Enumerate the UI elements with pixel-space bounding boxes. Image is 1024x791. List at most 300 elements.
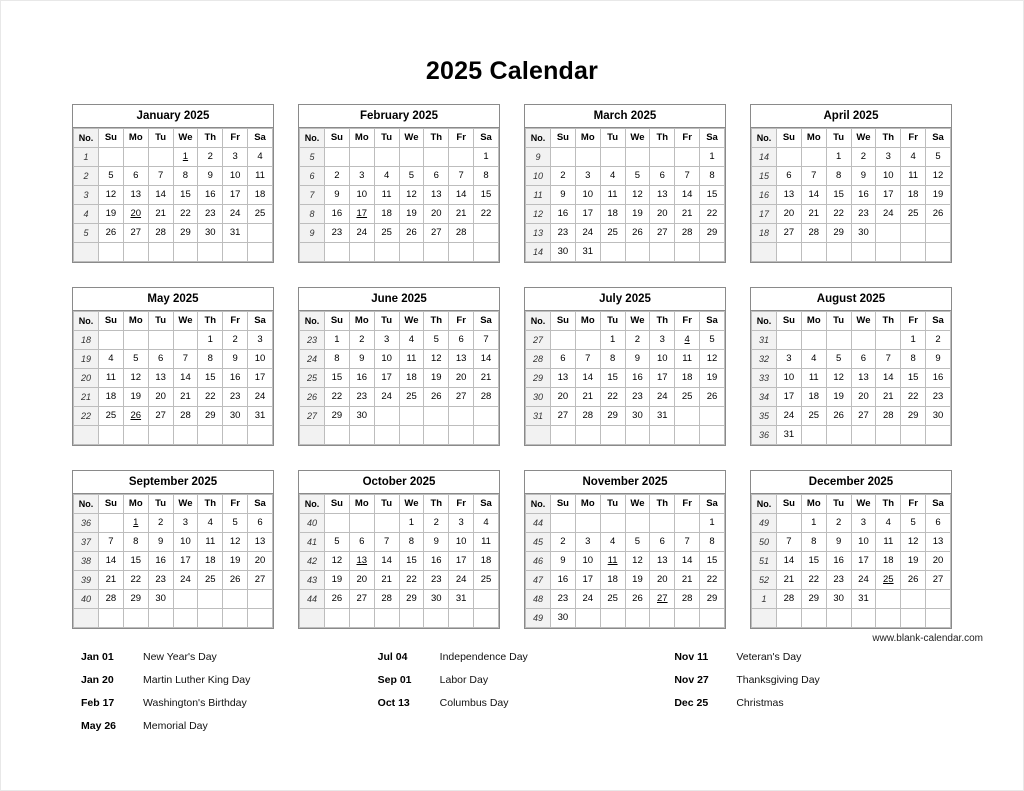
day-cell[interactable]: [325, 243, 350, 262]
day-cell[interactable]: 22: [474, 205, 499, 224]
day-cell[interactable]: 12: [99, 186, 124, 205]
day-cell[interactable]: [449, 407, 474, 426]
day-cell[interactable]: 6: [248, 514, 273, 533]
day-cell[interactable]: 4: [248, 148, 273, 167]
day-cell[interactable]: [625, 426, 650, 445]
day-cell[interactable]: 20: [148, 388, 173, 407]
day-cell[interactable]: 14: [876, 369, 901, 388]
day-cell[interactable]: 22: [399, 571, 424, 590]
day-cell[interactable]: 22: [325, 388, 350, 407]
day-cell[interactable]: 6: [349, 533, 374, 552]
day-cell[interactable]: [148, 331, 173, 350]
day-cell[interactable]: 23: [851, 205, 876, 224]
day-cell[interactable]: 19: [625, 571, 650, 590]
day-cell[interactable]: 28: [777, 590, 802, 609]
day-cell[interactable]: 8: [801, 533, 826, 552]
day-cell[interactable]: [99, 148, 124, 167]
day-cell[interactable]: 12: [901, 533, 926, 552]
day-cell[interactable]: 4: [99, 350, 124, 369]
day-cell[interactable]: 11: [99, 369, 124, 388]
day-cell[interactable]: [901, 426, 926, 445]
day-cell[interactable]: 16: [551, 571, 576, 590]
day-cell[interactable]: 28: [148, 224, 173, 243]
day-cell[interactable]: [374, 148, 399, 167]
day-cell[interactable]: 6: [851, 350, 876, 369]
day-cell[interactable]: 8: [325, 350, 350, 369]
day-cell[interactable]: 8: [474, 167, 499, 186]
day-cell[interactable]: 16: [325, 205, 350, 224]
day-cell[interactable]: 10: [173, 533, 198, 552]
day-cell[interactable]: 23: [198, 205, 223, 224]
day-cell[interactable]: 26: [99, 224, 124, 243]
day-cell[interactable]: 13: [926, 533, 951, 552]
day-cell[interactable]: 28: [675, 590, 700, 609]
day-cell[interactable]: [600, 514, 625, 533]
day-cell[interactable]: 3: [575, 533, 600, 552]
day-cell[interactable]: [575, 426, 600, 445]
day-cell[interactable]: 3: [876, 148, 901, 167]
day-cell[interactable]: 16: [926, 369, 951, 388]
day-cell[interactable]: 25: [248, 205, 273, 224]
day-cell[interactable]: 13: [449, 350, 474, 369]
day-cell[interactable]: [575, 609, 600, 628]
day-cell[interactable]: 24: [650, 388, 675, 407]
day-cell[interactable]: 11: [374, 186, 399, 205]
day-cell[interactable]: 18: [198, 552, 223, 571]
day-cell[interactable]: 29: [801, 590, 826, 609]
day-cell[interactable]: 29: [399, 590, 424, 609]
day-cell[interactable]: 21: [876, 388, 901, 407]
day-cell[interactable]: 2: [851, 148, 876, 167]
day-cell[interactable]: 30: [349, 407, 374, 426]
day-cell[interactable]: [123, 426, 148, 445]
day-cell[interactable]: [926, 243, 951, 262]
day-cell[interactable]: [575, 148, 600, 167]
day-cell[interactable]: 9: [424, 533, 449, 552]
day-cell[interactable]: 29: [600, 407, 625, 426]
day-cell[interactable]: 12: [325, 552, 350, 571]
day-cell[interactable]: [424, 407, 449, 426]
day-cell[interactable]: [248, 224, 273, 243]
day-cell[interactable]: 9: [551, 186, 576, 205]
day-cell[interactable]: 21: [99, 571, 124, 590]
day-cell[interactable]: 12: [223, 533, 248, 552]
day-cell[interactable]: 15: [198, 369, 223, 388]
day-cell[interactable]: 14: [449, 186, 474, 205]
day-cell[interactable]: [600, 426, 625, 445]
day-cell[interactable]: 31: [575, 243, 600, 262]
day-cell[interactable]: 2: [349, 331, 374, 350]
day-cell[interactable]: [173, 590, 198, 609]
holiday-day-cell[interactable]: 11: [600, 552, 625, 571]
holiday-day-cell[interactable]: 4: [675, 331, 700, 350]
day-cell[interactable]: 5: [625, 533, 650, 552]
day-cell[interactable]: 3: [777, 350, 802, 369]
day-cell[interactable]: [223, 426, 248, 445]
day-cell[interactable]: 19: [99, 205, 124, 224]
day-cell[interactable]: [926, 426, 951, 445]
day-cell[interactable]: 7: [801, 167, 826, 186]
day-cell[interactable]: [826, 243, 851, 262]
day-cell[interactable]: [325, 609, 350, 628]
day-cell[interactable]: 26: [826, 407, 851, 426]
day-cell[interactable]: [901, 243, 926, 262]
day-cell[interactable]: 27: [851, 407, 876, 426]
holiday-day-cell[interactable]: 20: [123, 205, 148, 224]
day-cell[interactable]: 7: [99, 533, 124, 552]
day-cell[interactable]: [851, 426, 876, 445]
day-cell[interactable]: [551, 514, 576, 533]
day-cell[interactable]: 10: [851, 533, 876, 552]
day-cell[interactable]: [148, 243, 173, 262]
day-cell[interactable]: [349, 514, 374, 533]
day-cell[interactable]: 1: [901, 331, 926, 350]
day-cell[interactable]: 29: [700, 590, 725, 609]
day-cell[interactable]: 19: [424, 369, 449, 388]
day-cell[interactable]: [198, 243, 223, 262]
day-cell[interactable]: 24: [349, 224, 374, 243]
day-cell[interactable]: 22: [198, 388, 223, 407]
day-cell[interactable]: 3: [851, 514, 876, 533]
day-cell[interactable]: [198, 590, 223, 609]
day-cell[interactable]: 24: [449, 571, 474, 590]
day-cell[interactable]: [399, 148, 424, 167]
day-cell[interactable]: [99, 331, 124, 350]
day-cell[interactable]: [876, 331, 901, 350]
day-cell[interactable]: 22: [700, 571, 725, 590]
day-cell[interactable]: 7: [474, 331, 499, 350]
day-cell[interactable]: 6: [777, 167, 802, 186]
day-cell[interactable]: [675, 426, 700, 445]
day-cell[interactable]: 28: [449, 224, 474, 243]
day-cell[interactable]: 23: [148, 571, 173, 590]
day-cell[interactable]: 6: [148, 350, 173, 369]
day-cell[interactable]: 11: [675, 350, 700, 369]
day-cell[interactable]: 21: [675, 205, 700, 224]
day-cell[interactable]: 15: [173, 186, 198, 205]
day-cell[interactable]: [374, 407, 399, 426]
day-cell[interactable]: 9: [325, 186, 350, 205]
day-cell[interactable]: 20: [551, 388, 576, 407]
day-cell[interactable]: 11: [901, 167, 926, 186]
day-cell[interactable]: [777, 514, 802, 533]
day-cell[interactable]: 18: [474, 552, 499, 571]
day-cell[interactable]: 29: [826, 224, 851, 243]
day-cell[interactable]: [449, 426, 474, 445]
day-cell[interactable]: [173, 426, 198, 445]
holiday-day-cell[interactable]: 25: [876, 571, 901, 590]
day-cell[interactable]: 17: [173, 552, 198, 571]
day-cell[interactable]: 20: [777, 205, 802, 224]
day-cell[interactable]: 24: [777, 407, 802, 426]
holiday-day-cell[interactable]: 27: [650, 590, 675, 609]
day-cell[interactable]: 29: [325, 407, 350, 426]
day-cell[interactable]: 3: [374, 331, 399, 350]
day-cell[interactable]: [173, 243, 198, 262]
day-cell[interactable]: [349, 426, 374, 445]
day-cell[interactable]: [248, 426, 273, 445]
day-cell[interactable]: 18: [600, 205, 625, 224]
day-cell[interactable]: 31: [248, 407, 273, 426]
day-cell[interactable]: [851, 331, 876, 350]
day-cell[interactable]: 14: [474, 350, 499, 369]
day-cell[interactable]: 4: [801, 350, 826, 369]
day-cell[interactable]: 14: [575, 369, 600, 388]
day-cell[interactable]: 20: [926, 552, 951, 571]
day-cell[interactable]: 2: [625, 331, 650, 350]
day-cell[interactable]: 3: [349, 167, 374, 186]
day-cell[interactable]: [650, 243, 675, 262]
day-cell[interactable]: 1: [325, 331, 350, 350]
day-cell[interactable]: [650, 514, 675, 533]
day-cell[interactable]: 4: [600, 167, 625, 186]
day-cell[interactable]: 3: [248, 331, 273, 350]
day-cell[interactable]: [551, 426, 576, 445]
day-cell[interactable]: 29: [901, 407, 926, 426]
day-cell[interactable]: 15: [700, 552, 725, 571]
day-cell[interactable]: 16: [223, 369, 248, 388]
day-cell[interactable]: [777, 243, 802, 262]
day-cell[interactable]: [123, 331, 148, 350]
day-cell[interactable]: 27: [650, 224, 675, 243]
day-cell[interactable]: [223, 609, 248, 628]
day-cell[interactable]: [248, 609, 273, 628]
day-cell[interactable]: 20: [851, 388, 876, 407]
day-cell[interactable]: 13: [148, 369, 173, 388]
day-cell[interactable]: [374, 514, 399, 533]
day-cell[interactable]: 1: [474, 148, 499, 167]
day-cell[interactable]: 27: [248, 571, 273, 590]
holiday-day-cell[interactable]: 1: [173, 148, 198, 167]
day-cell[interactable]: 5: [901, 514, 926, 533]
day-cell[interactable]: [876, 224, 901, 243]
day-cell[interactable]: 4: [198, 514, 223, 533]
day-cell[interactable]: 12: [826, 369, 851, 388]
day-cell[interactable]: 7: [876, 350, 901, 369]
day-cell[interactable]: 11: [801, 369, 826, 388]
day-cell[interactable]: 9: [826, 533, 851, 552]
day-cell[interactable]: [325, 514, 350, 533]
day-cell[interactable]: [449, 243, 474, 262]
day-cell[interactable]: 3: [223, 148, 248, 167]
day-cell[interactable]: [826, 426, 851, 445]
day-cell[interactable]: 23: [349, 388, 374, 407]
day-cell[interactable]: 30: [926, 407, 951, 426]
day-cell[interactable]: 12: [123, 369, 148, 388]
day-cell[interactable]: 7: [675, 533, 700, 552]
day-cell[interactable]: 22: [173, 205, 198, 224]
day-cell[interactable]: 6: [424, 167, 449, 186]
day-cell[interactable]: 15: [600, 369, 625, 388]
day-cell[interactable]: 14: [801, 186, 826, 205]
day-cell[interactable]: 16: [826, 552, 851, 571]
day-cell[interactable]: [876, 426, 901, 445]
day-cell[interactable]: 4: [374, 167, 399, 186]
day-cell[interactable]: 26: [926, 205, 951, 224]
day-cell[interactable]: 23: [826, 571, 851, 590]
day-cell[interactable]: 28: [474, 388, 499, 407]
day-cell[interactable]: 23: [625, 388, 650, 407]
day-cell[interactable]: 26: [625, 590, 650, 609]
day-cell[interactable]: 30: [826, 590, 851, 609]
day-cell[interactable]: 23: [223, 388, 248, 407]
day-cell[interactable]: 5: [123, 350, 148, 369]
day-cell[interactable]: [123, 148, 148, 167]
day-cell[interactable]: 29: [700, 224, 725, 243]
day-cell[interactable]: 18: [876, 552, 901, 571]
holiday-day-cell[interactable]: 17: [349, 205, 374, 224]
day-cell[interactable]: 13: [424, 186, 449, 205]
day-cell[interactable]: 8: [123, 533, 148, 552]
day-cell[interactable]: [99, 426, 124, 445]
day-cell[interactable]: [826, 609, 851, 628]
day-cell[interactable]: 7: [777, 533, 802, 552]
day-cell[interactable]: 4: [600, 533, 625, 552]
day-cell[interactable]: [325, 426, 350, 445]
day-cell[interactable]: 20: [449, 369, 474, 388]
day-cell[interactable]: [349, 243, 374, 262]
day-cell[interactable]: [399, 407, 424, 426]
day-cell[interactable]: 8: [700, 167, 725, 186]
day-cell[interactable]: [600, 148, 625, 167]
day-cell[interactable]: 24: [575, 224, 600, 243]
day-cell[interactable]: 17: [374, 369, 399, 388]
day-cell[interactable]: 1: [700, 148, 725, 167]
day-cell[interactable]: 26: [700, 388, 725, 407]
day-cell[interactable]: 8: [901, 350, 926, 369]
day-cell[interactable]: 19: [123, 388, 148, 407]
day-cell[interactable]: 2: [551, 167, 576, 186]
day-cell[interactable]: 17: [777, 388, 802, 407]
day-cell[interactable]: [99, 514, 124, 533]
day-cell[interactable]: [248, 243, 273, 262]
day-cell[interactable]: [777, 148, 802, 167]
day-cell[interactable]: 1: [700, 514, 725, 533]
day-cell[interactable]: 5: [399, 167, 424, 186]
day-cell[interactable]: 25: [374, 224, 399, 243]
day-cell[interactable]: 10: [876, 167, 901, 186]
day-cell[interactable]: [625, 148, 650, 167]
day-cell[interactable]: 13: [650, 186, 675, 205]
day-cell[interactable]: 7: [675, 167, 700, 186]
day-cell[interactable]: 24: [173, 571, 198, 590]
day-cell[interactable]: 17: [575, 205, 600, 224]
day-cell[interactable]: [474, 224, 499, 243]
day-cell[interactable]: 30: [551, 609, 576, 628]
day-cell[interactable]: [650, 609, 675, 628]
day-cell[interactable]: 27: [424, 224, 449, 243]
day-cell[interactable]: 2: [424, 514, 449, 533]
holiday-day-cell[interactable]: 26: [123, 407, 148, 426]
day-cell[interactable]: 10: [374, 350, 399, 369]
day-cell[interactable]: [374, 243, 399, 262]
day-cell[interactable]: 25: [801, 407, 826, 426]
day-cell[interactable]: [777, 609, 802, 628]
day-cell[interactable]: [876, 609, 901, 628]
day-cell[interactable]: 31: [449, 590, 474, 609]
day-cell[interactable]: 31: [223, 224, 248, 243]
day-cell[interactable]: 4: [399, 331, 424, 350]
day-cell[interactable]: 5: [223, 514, 248, 533]
day-cell[interactable]: 10: [449, 533, 474, 552]
day-cell[interactable]: 14: [173, 369, 198, 388]
day-cell[interactable]: 28: [374, 590, 399, 609]
day-cell[interactable]: [675, 609, 700, 628]
day-cell[interactable]: 29: [173, 224, 198, 243]
day-cell[interactable]: 26: [223, 571, 248, 590]
day-cell[interactable]: 22: [700, 205, 725, 224]
day-cell[interactable]: 11: [600, 186, 625, 205]
day-cell[interactable]: 28: [575, 407, 600, 426]
day-cell[interactable]: 30: [148, 590, 173, 609]
day-cell[interactable]: 6: [123, 167, 148, 186]
day-cell[interactable]: 12: [399, 186, 424, 205]
day-cell[interactable]: [600, 609, 625, 628]
day-cell[interactable]: 28: [99, 590, 124, 609]
day-cell[interactable]: 28: [173, 407, 198, 426]
day-cell[interactable]: [374, 609, 399, 628]
day-cell[interactable]: [901, 224, 926, 243]
day-cell[interactable]: 20: [248, 552, 273, 571]
day-cell[interactable]: [474, 407, 499, 426]
day-cell[interactable]: 16: [424, 552, 449, 571]
day-cell[interactable]: 7: [575, 350, 600, 369]
day-cell[interactable]: 20: [650, 205, 675, 224]
day-cell[interactable]: 13: [123, 186, 148, 205]
day-cell[interactable]: 14: [99, 552, 124, 571]
day-cell[interactable]: 25: [399, 388, 424, 407]
day-cell[interactable]: 14: [374, 552, 399, 571]
day-cell[interactable]: 24: [223, 205, 248, 224]
day-cell[interactable]: [148, 609, 173, 628]
day-cell[interactable]: 5: [826, 350, 851, 369]
holiday-day-cell[interactable]: 13: [349, 552, 374, 571]
day-cell[interactable]: [449, 609, 474, 628]
day-cell[interactable]: 16: [349, 369, 374, 388]
day-cell[interactable]: 23: [926, 388, 951, 407]
day-cell[interactable]: 14: [148, 186, 173, 205]
day-cell[interactable]: 27: [777, 224, 802, 243]
day-cell[interactable]: 19: [826, 388, 851, 407]
day-cell[interactable]: [901, 590, 926, 609]
day-cell[interactable]: 24: [248, 388, 273, 407]
day-cell[interactable]: 16: [851, 186, 876, 205]
day-cell[interactable]: 30: [551, 243, 576, 262]
day-cell[interactable]: 29: [198, 407, 223, 426]
day-cell[interactable]: 6: [650, 167, 675, 186]
day-cell[interactable]: 10: [650, 350, 675, 369]
day-cell[interactable]: [625, 243, 650, 262]
day-cell[interactable]: 12: [625, 552, 650, 571]
day-cell[interactable]: [123, 243, 148, 262]
day-cell[interactable]: 19: [325, 571, 350, 590]
day-cell[interactable]: 27: [926, 571, 951, 590]
day-cell[interactable]: 17: [449, 552, 474, 571]
day-cell[interactable]: [901, 609, 926, 628]
day-cell[interactable]: 10: [349, 186, 374, 205]
day-cell[interactable]: 23: [551, 590, 576, 609]
day-cell[interactable]: 12: [926, 167, 951, 186]
day-cell[interactable]: 1: [198, 331, 223, 350]
day-cell[interactable]: 7: [374, 533, 399, 552]
day-cell[interactable]: 8: [173, 167, 198, 186]
day-cell[interactable]: [474, 243, 499, 262]
day-cell[interactable]: 24: [575, 590, 600, 609]
day-cell[interactable]: 20: [349, 571, 374, 590]
day-cell[interactable]: 2: [551, 533, 576, 552]
day-cell[interactable]: 4: [876, 514, 901, 533]
day-cell[interactable]: 9: [198, 167, 223, 186]
